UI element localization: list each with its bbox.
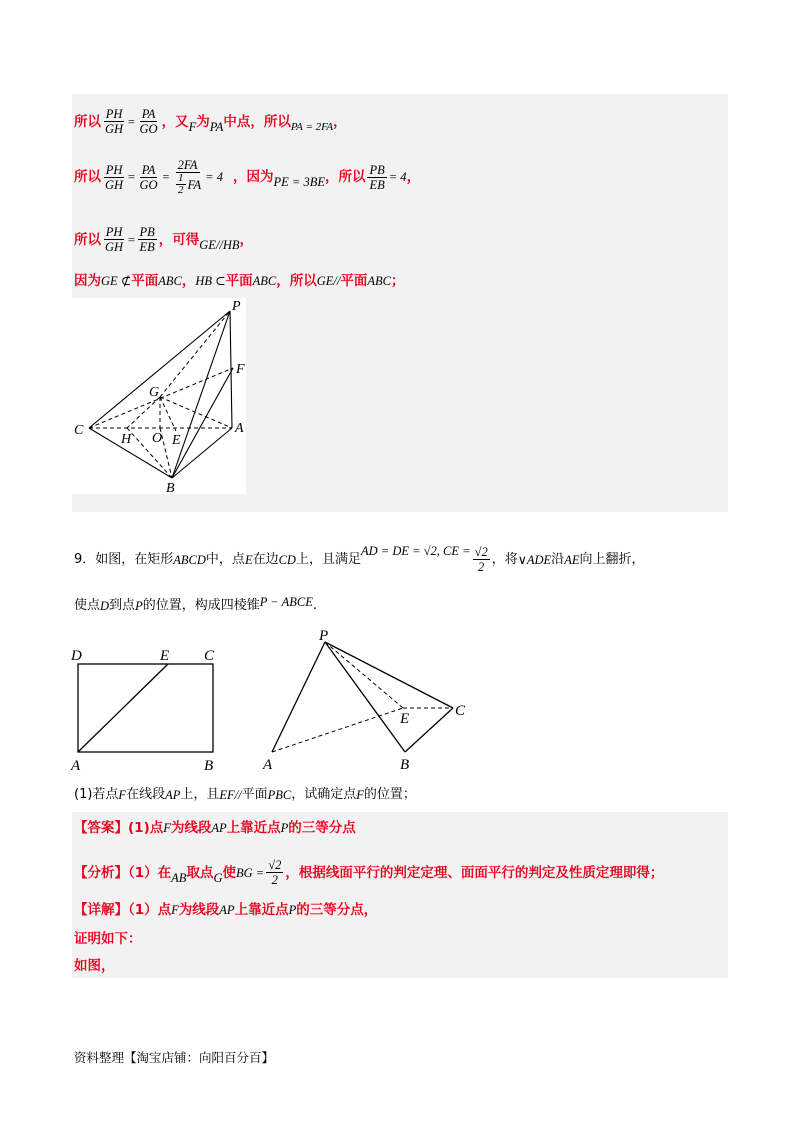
solution-line-1 — [74, 107, 347, 136]
text: 平面 — [225, 273, 253, 289]
label-a: A — [71, 758, 81, 774]
var: AD = DE = √2, CE = — [360, 543, 471, 558]
rectangle-figure — [68, 640, 228, 775]
den: 2 — [178, 184, 184, 196]
fraction-ph-gh — [103, 107, 125, 136]
edge-ap — [272, 642, 325, 752]
var: GE// — [316, 274, 341, 288]
den: GO — [139, 122, 158, 136]
var: P − ABCE — [259, 595, 313, 609]
dashed-ae — [272, 708, 403, 752]
var: PA = 2FA — [290, 120, 334, 133]
var: GE ⊄ — [101, 274, 132, 288]
text: 所以 — [74, 231, 101, 248]
var: F — [171, 903, 179, 917]
text: 所以 — [74, 113, 101, 130]
den — [172, 173, 203, 196]
figure-reference-line: 如图， — [74, 958, 115, 974]
den: GH — [105, 177, 124, 192]
fa: FA — [187, 177, 202, 192]
text: 在边 — [252, 551, 279, 567]
fraction — [103, 163, 125, 192]
eq: = — [127, 170, 136, 184]
var: ABCD — [173, 552, 206, 567]
var: CD — [278, 552, 296, 567]
num: √2 — [268, 858, 282, 872]
label-b: B — [204, 758, 214, 774]
label-o: O — [152, 431, 163, 446]
text: 为线段 — [178, 902, 220, 918]
den: EB — [139, 240, 155, 254]
text: 平面 — [340, 273, 368, 289]
num: PA — [141, 162, 156, 177]
var: AP — [211, 821, 227, 835]
den: EB — [369, 177, 385, 192]
label-b: B — [166, 481, 175, 494]
fraction — [138, 163, 160, 192]
text: 的位置； — [363, 787, 416, 802]
num: 2FA — [177, 158, 198, 172]
text: 【详解】（1）点 — [74, 902, 172, 918]
var: ABC — [367, 274, 391, 288]
num: PH — [105, 225, 123, 239]
text: 使点 — [74, 598, 101, 613]
label-f: F — [236, 362, 245, 377]
text: 在线段 — [126, 787, 166, 802]
detail-line — [74, 902, 377, 918]
text: ，又 — [161, 113, 189, 130]
edge-bc — [405, 708, 453, 752]
solution-line-2 — [74, 158, 420, 196]
var: ABC — [252, 274, 277, 288]
text: 为 — [196, 113, 210, 130]
label-p: P — [319, 628, 329, 644]
var: BG = — [235, 865, 265, 880]
text: 使 — [222, 864, 236, 881]
question-9-line-2 — [74, 595, 317, 614]
label-c: C — [74, 423, 84, 438]
eq: = — [127, 114, 136, 129]
text: ，可得 — [158, 231, 200, 248]
fraction-sqrt2-2 — [266, 858, 283, 887]
text: 取点 — [186, 864, 214, 881]
label-e: E — [172, 433, 181, 448]
var: PBC — [267, 788, 292, 802]
label-h: H — [121, 432, 132, 447]
proof-line: 证明如下： — [74, 931, 142, 947]
label-c: C — [204, 648, 215, 664]
sub-question-1 — [74, 787, 416, 803]
var: AE — [564, 552, 580, 567]
rect-abcd — [78, 664, 213, 752]
text: 上，且 — [180, 787, 220, 802]
text: ，将 — [491, 551, 518, 567]
var: E — [244, 552, 253, 567]
text: ， — [333, 113, 347, 130]
den: 2 — [478, 560, 485, 574]
label-a: A — [263, 757, 273, 773]
fraction-pa-go — [138, 107, 160, 136]
var: PA — [209, 119, 224, 134]
var: AP — [219, 903, 235, 917]
edge-pc — [325, 642, 453, 708]
text: ，所以 — [276, 273, 317, 289]
question-9-line-1 — [74, 545, 644, 574]
var: D — [100, 599, 110, 613]
var: G — [213, 870, 223, 885]
label-c: C — [455, 703, 466, 719]
footer: 资料整理【淘宝店铺：向阳百分百】 — [74, 1050, 275, 1065]
num: 1 — [178, 172, 184, 184]
fraction-compound — [172, 158, 203, 196]
fraction — [103, 225, 125, 254]
text: 因为 — [74, 273, 101, 289]
fraction — [138, 225, 157, 254]
solution-line-4 — [74, 273, 404, 289]
text: 所以 — [74, 169, 101, 185]
text: ， — [181, 273, 196, 289]
text: ，试确定点 — [291, 787, 357, 802]
text: ，因为 — [232, 169, 274, 185]
eq: = — [161, 170, 170, 184]
text: 上，且满足 — [295, 551, 361, 567]
text: 平面 — [131, 273, 159, 289]
var: AP — [165, 788, 181, 802]
text: ， — [406, 169, 421, 185]
num: PB — [369, 162, 385, 177]
text: 【答案】(1)点 — [74, 820, 164, 836]
label-e: E — [160, 648, 170, 664]
label-a: A — [235, 421, 244, 436]
num: PB — [139, 225, 155, 239]
eq: = 4 — [205, 170, 223, 184]
den: GH — [105, 122, 124, 136]
solution-line-3 — [74, 225, 253, 254]
text: 上靠近点 — [226, 820, 281, 836]
var: HB ⊂ — [195, 274, 226, 288]
var: EF — [219, 788, 235, 802]
solution-block-2 — [72, 812, 728, 978]
text: . — [312, 598, 317, 613]
answer-line — [74, 820, 356, 836]
text: 的三等分点， — [296, 902, 378, 918]
label-e: E — [400, 711, 410, 727]
pyramid-figure-2 — [255, 625, 475, 775]
var: P — [135, 599, 143, 613]
text: 上靠近点 — [234, 902, 289, 918]
var: F — [163, 821, 171, 835]
den: GH — [105, 240, 124, 254]
text: 【分析】（1）在 — [74, 864, 172, 881]
text: 向上翻折， — [579, 551, 645, 567]
text: ，根据线面平行的判定定理、面面平行的判定及性质定理即得； — [285, 864, 664, 881]
label-g: G — [149, 385, 160, 400]
text: 9．如图，在矩形 — [74, 551, 174, 567]
text: 的位置，构成四棱锥 — [142, 598, 260, 613]
segment-ae — [78, 664, 168, 752]
var: ∨ADE — [517, 552, 552, 567]
text: ； — [390, 273, 405, 289]
text: 中，点 — [205, 551, 245, 567]
var: F — [118, 788, 127, 802]
eq: = — [127, 232, 136, 247]
text: 为线段 — [170, 820, 212, 836]
text: 的三等分点 — [288, 820, 356, 836]
var: P — [288, 903, 297, 917]
var: ABC — [158, 274, 182, 288]
var: P — [280, 821, 289, 835]
text: ，所以 — [324, 169, 366, 185]
edge-pb — [325, 642, 405, 752]
text: 沿 — [551, 551, 565, 567]
num: √2 — [474, 545, 488, 559]
text: ， — [239, 231, 254, 248]
text: (1)若点 — [74, 787, 119, 802]
label-d: D — [71, 648, 82, 664]
fraction-sqrt2-2 — [473, 545, 490, 574]
label-b: B — [400, 757, 410, 773]
var: AB — [171, 870, 187, 885]
den: GO — [139, 177, 158, 192]
num: PH — [105, 107, 123, 121]
dashed-pe — [325, 642, 403, 708]
var: GE//HB — [199, 237, 240, 252]
text: 到点 — [109, 598, 136, 613]
text: 平面 — [241, 787, 268, 802]
num: PA — [141, 107, 156, 121]
num: PH — [105, 162, 123, 177]
eq: = 4 — [388, 170, 407, 184]
text: 中点，所以 — [223, 113, 291, 130]
pyramid-figure-1 — [72, 298, 246, 494]
label-p: P — [232, 299, 241, 314]
var: F — [356, 788, 364, 802]
analysis-line — [74, 858, 663, 887]
var: // — [234, 788, 242, 802]
var: F — [188, 119, 197, 134]
fraction — [367, 163, 386, 192]
half — [176, 173, 186, 196]
var: PE = 3BE — [273, 175, 325, 189]
den: 2 — [271, 873, 278, 887]
